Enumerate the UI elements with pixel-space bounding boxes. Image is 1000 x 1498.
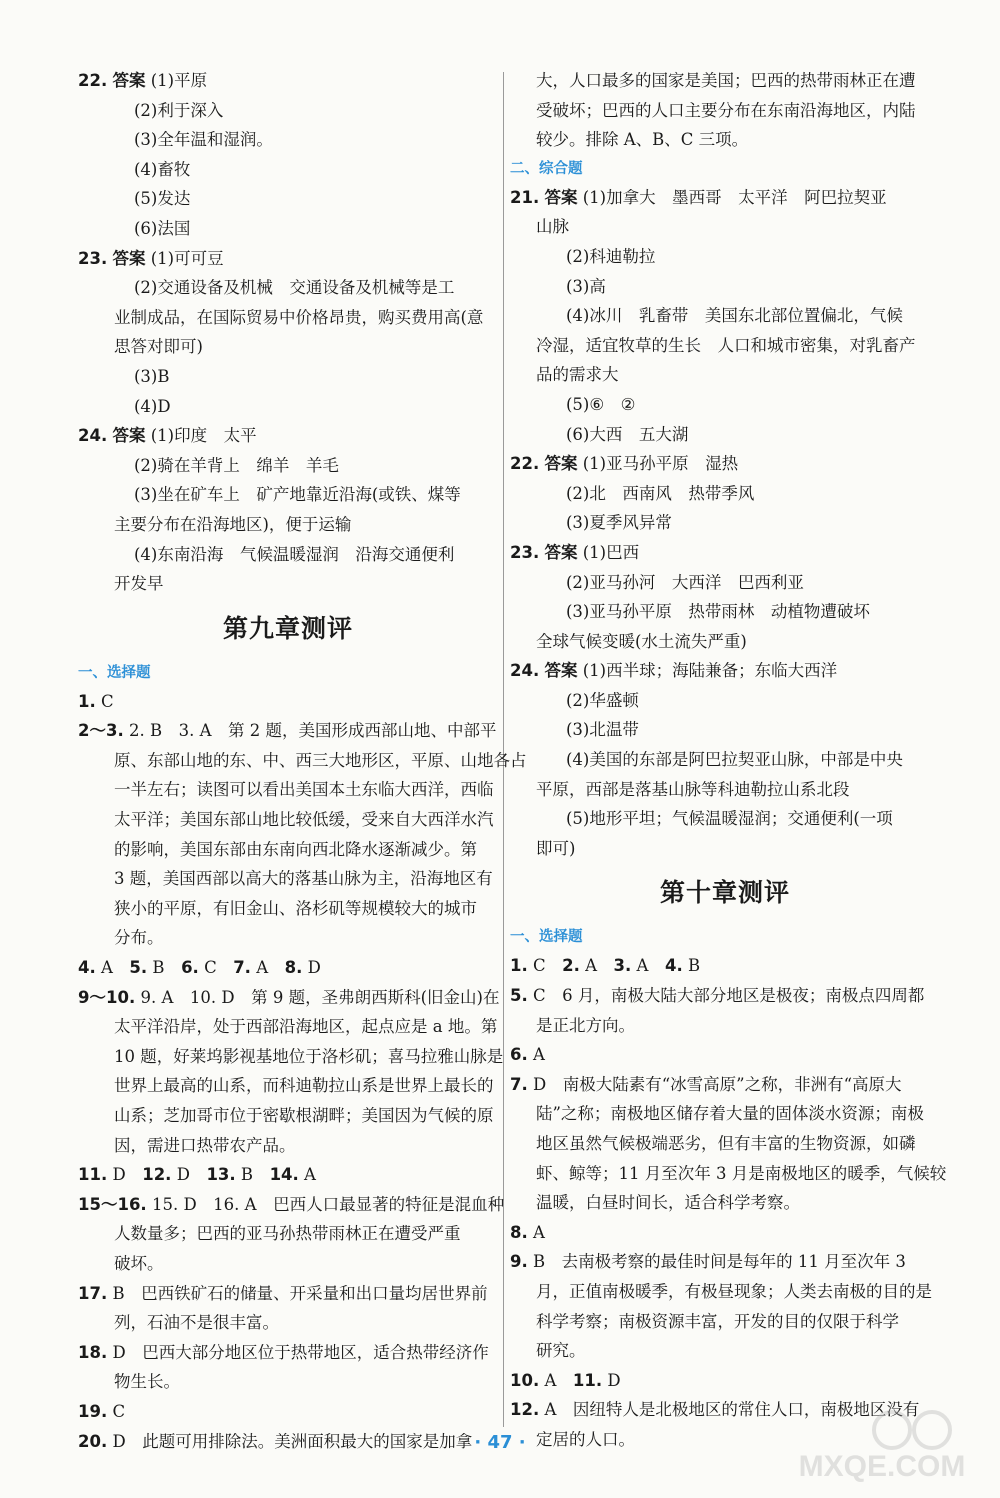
answer-text: D <box>176 1165 190 1185</box>
answer-continuation-line: (2)科迪勒拉 <box>566 246 656 266</box>
answer-continuation-line: (2)利于深入 <box>134 100 224 120</box>
answer-text: C 6 月，南极大陆大部分地区是极夜；南极点四周都 <box>533 986 925 1006</box>
answer-continuation-line: 太平洋；美国东部山地比较低缓，受来自大西洋水汽 <box>114 810 494 830</box>
answer-text: A <box>544 1370 557 1390</box>
chapter-heading: 第十章测评 <box>659 878 790 908</box>
answer-text: D 南极大陆素有“冰雪高原”之称，非洲有“高原大 <box>533 1074 902 1094</box>
section-heading: 一、选择题 <box>78 664 151 681</box>
question-number: 22. <box>510 454 540 474</box>
answer-text: B <box>687 956 701 976</box>
question-number: 13. <box>206 1165 236 1185</box>
answer-continuation-line: (3)B <box>134 366 170 386</box>
answer-continuation-line: 是正北方向。 <box>536 1015 635 1035</box>
answer-line <box>510 1040 940 1070</box>
answer-text: (1)印度 太平 <box>150 426 257 446</box>
answer-label: 答案 <box>112 426 146 446</box>
answer-continuation-line: 狭小的平原，有旧金山、洛杉矶等规模较大的城市 <box>114 898 477 918</box>
answer-line <box>78 983 498 1013</box>
question-number: 21. <box>510 187 540 207</box>
answer-text: B 去南极考察的最佳时间是每年的 11 月至次年 3 <box>533 1252 906 1272</box>
answer-text: C <box>112 1401 126 1421</box>
answer-continuation-line: 列，石油不是很丰富。 <box>114 1313 279 1333</box>
question-number: 19. <box>78 1401 108 1421</box>
answer-line <box>78 716 498 746</box>
answer-continuation-line: (4)美国的东部是阿巴拉契亚山脉，中部是中央 <box>566 750 903 770</box>
answer-line <box>510 981 940 1011</box>
page-number: · 47 · <box>474 1432 526 1453</box>
answer-text: C <box>204 958 217 978</box>
answer-continuation-line: 即可) <box>536 838 576 858</box>
answer-text: B 巴西铁矿石的储量、开采量和出口量均居世界前 <box>112 1283 488 1303</box>
answer-line <box>510 656 940 686</box>
answer-continuation-line: 世界上最高的山系，而科迪勒拉山系是世界上最长的 <box>114 1076 494 1096</box>
answer-continuation-line: 原、东部山地的东、中、西三大地形区，平原、山地各占 <box>114 750 527 770</box>
answer-text: 2. B 3. A 第 2 题，美国形成西部山地、中部平 <box>128 721 497 741</box>
question-number: 6. <box>510 1045 528 1065</box>
question-number: 11. <box>78 1165 108 1185</box>
answer-text: C <box>101 691 114 711</box>
answer-continuation-line: 山系；芝加哥市位于密歇根湖畔；美国因为气候的原 <box>114 1106 494 1125</box>
chapter-heading: 第九章测评 <box>222 613 353 643</box>
answer-text: A <box>304 1165 316 1185</box>
question-number: 7. <box>510 1074 528 1094</box>
answer-continuation-line: (2)北 西南风 热带季风 <box>566 483 755 503</box>
answer-text: 9. A 10. D 第 9 题，圣弗朗西斯科(旧金山)在 <box>140 987 500 1007</box>
question-number: 11. <box>572 1370 603 1390</box>
answer-text: D 巴西大部分地区位于热带地区，适合热带经济作 <box>112 1342 489 1362</box>
answer-continuation-line: (2)交通设备及机械 交通设备及机械等是工 <box>134 278 455 298</box>
watermark-logo <box>782 1408 982 1488</box>
answer-continuation-line: 业制成品，在国际贸易中价格昂贵，购买费用高(意 <box>114 307 484 327</box>
answer-label: 答案 <box>544 454 578 474</box>
question-number: 23. <box>78 248 108 268</box>
answer-continuation-line: 全球气候变暖(水土流失严重) <box>536 631 747 651</box>
answer-text: (1)巴西 <box>582 542 640 562</box>
question-number: 10. <box>510 1370 540 1390</box>
answer-line <box>510 1218 940 1248</box>
question-number: 8. <box>284 958 303 978</box>
answer-line <box>78 1397 498 1427</box>
answer-continuation-line: (2)骑在羊背上 绵羊 羊毛 <box>134 455 339 475</box>
question-number: 18. <box>78 1342 108 1362</box>
answer-line <box>78 244 498 274</box>
answer-line <box>510 538 940 568</box>
answer-continuation-line: (3)夏季风异常 <box>566 513 672 533</box>
question-number: 20. <box>78 1431 108 1451</box>
answer-line <box>510 1070 940 1100</box>
answer-continuation-line: 虾、鲸等；11 月至次年 3 月是南极地区的暖季，气候较 <box>536 1163 947 1183</box>
answer-line <box>510 951 940 981</box>
answer-continuation-line: 平原，西部是落基山脉等科迪勒拉山系北段 <box>536 779 850 799</box>
answer-label: 答案 <box>544 661 578 681</box>
answer-continuation-line: 月，正值南极暖季，有极昼现象；人类去南极的目的是 <box>536 1281 932 1301</box>
question-number: 4. <box>78 958 96 978</box>
answer-text: 15. D 16. A 巴西人口最显著的特征是混血种 <box>151 1194 505 1214</box>
answer-text: D <box>112 1165 126 1185</box>
answer-line <box>78 1338 498 1368</box>
answer-text: (1)亚马孙平原 湿热 <box>582 454 739 474</box>
question-number: 23. <box>510 542 540 562</box>
answer-continuation-line: (6)法国 <box>134 218 191 238</box>
answer-continuation-line: 较少。排除 A、B、C 三项。 <box>536 130 749 150</box>
answer-continuation-line: (4)东南沿海 气候温暖湿润 沿海交通便利 <box>134 544 455 564</box>
answer-label: 答案 <box>112 248 146 268</box>
answer-line <box>78 66 498 96</box>
answer-continuation-line: 陆”之称；南极地区储存着大量的固体淡水资源；南极 <box>536 1104 924 1124</box>
answer-continuation-line: 因，需进口热带农产品。 <box>114 1135 296 1155</box>
answer-text: A <box>533 1222 545 1242</box>
answer-continuation-line: (3)全年温和湿润。 <box>134 130 273 150</box>
question-number: 6. <box>181 958 199 978</box>
question-number: 17. <box>78 1283 108 1303</box>
answer-continuation-line: 温暖，白昼时间长，适合科学考察。 <box>536 1193 800 1213</box>
answer-line <box>78 1160 498 1190</box>
answer-text: A 因纽特人是北极地区的常住人口，南极地区没有 <box>544 1400 920 1420</box>
answer-text: C <box>533 956 546 976</box>
answer-continuation-line: (2)亚马孙河 大西洋 巴西利亚 <box>566 572 804 592</box>
question-number: 8. <box>510 1222 528 1242</box>
answer-text: B <box>240 1165 254 1185</box>
answer-continuation-line: 开发早 <box>114 574 164 594</box>
answer-continuation-line: 的影响，美国东部由东南向西北降水逐渐减少。第 <box>114 839 477 859</box>
answer-continuation-line: 科学考察；南极资源丰富，开发的目的仅限于科学 <box>536 1311 899 1331</box>
answer-line <box>510 1247 940 1277</box>
answer-continuation-line: (5)地形平坦；气候温暖湿润；交通便利(一项 <box>566 809 893 829</box>
answer-continuation-line: 一半左右；读图可以看出美国本土东临大西洋，西临 <box>114 780 494 800</box>
answer-label: 答案 <box>112 71 146 90</box>
answer-continuation-line: (4)冰川 乳畜带 美国东北部位置偏北，气候 <box>566 306 903 326</box>
answer-line <box>78 1190 505 1220</box>
answer-text: (1)西半球；海陆兼备；东临大西洋 <box>582 661 838 681</box>
section-heading: 一、选择题 <box>510 929 583 946</box>
answer-line <box>78 687 498 717</box>
svg-text:MXQE.COM: MXQE.COM <box>798 1450 966 1483</box>
answer-line <box>78 1279 498 1309</box>
question-number: 24. <box>510 661 540 681</box>
answer-text: (1)加拿大 墨西哥 太平洋 阿巴拉契亚 <box>582 187 887 207</box>
answer-continuation-line: 分布。 <box>114 928 164 948</box>
answer-continuation-line: 研究。 <box>536 1341 586 1361</box>
answer-continuation-line: 10 题，好莱坞影视基地位于洛杉矶；喜马拉雅山脉是 <box>114 1046 504 1066</box>
answer-text: (1)可可豆 <box>150 248 224 268</box>
question-number: 24. <box>78 426 108 446</box>
answer-continuation-line: (2)华盛顿 <box>566 690 639 710</box>
answer-continuation-line: (5)⑥ ② <box>566 394 636 414</box>
answer-text: B <box>152 958 165 978</box>
answer-continuation-line: 主要分布在沿海地区)，便于运输 <box>114 514 352 534</box>
answer-text: A <box>585 956 598 976</box>
answer-text: D <box>607 1370 621 1390</box>
answer-continuation-line: 定居的人口。 <box>536 1429 635 1449</box>
answer-text: A <box>101 958 113 978</box>
answer-line <box>510 449 940 479</box>
question-number: 9～10. <box>78 987 136 1007</box>
right-column <box>510 66 947 1455</box>
question-number: 3. <box>613 956 632 976</box>
question-number: 15～16. <box>78 1194 147 1214</box>
answer-continuation-line: 人数量多；巴西的亚马孙热带雨林正在遭受严重 <box>114 1224 461 1244</box>
answer-continuation-line: (4)畜牧 <box>134 159 191 179</box>
answer-text: A <box>533 1045 545 1065</box>
answer-continuation-line: (3)北温带 <box>566 720 639 740</box>
question-number: 12. <box>142 1165 172 1185</box>
answer-continuation-line: (3)坐在矿车上 矿产地靠近沿海(或铁、煤等 <box>134 485 461 505</box>
answer-continuation-line: 冷湿，适宜牧草的生长 人口和城市密集，对乳畜产 <box>536 335 916 355</box>
question-number: 4. <box>664 956 683 976</box>
question-number: 1. <box>510 956 528 976</box>
answer-line <box>78 953 498 983</box>
answer-label: 答案 <box>544 542 578 562</box>
answer-continuation-line: (3)亚马孙平原 热带雨林 动植物遭破坏 <box>566 602 870 622</box>
answer-continuation-line: (3)高 <box>566 276 606 296</box>
question-number: 2. <box>562 956 580 976</box>
question-number: 9. <box>510 1252 528 1272</box>
answer-continuation-line: 太平洋沿岸，处于西部沿海地区，起点应是 a 地。第 <box>114 1017 498 1037</box>
question-number: 1. <box>78 691 96 711</box>
answer-text: A <box>256 958 269 978</box>
answer-continuation-line: 思答对即可) <box>114 337 203 357</box>
answer-line <box>78 421 498 451</box>
question-number: 7. <box>233 958 251 978</box>
answer-text: (1)平原 <box>150 71 208 90</box>
question-number: 2～3. <box>78 721 124 741</box>
question-number: 22. <box>78 71 108 90</box>
answer-continuation-line: 品的需求大 <box>536 365 619 385</box>
answer-label: 答案 <box>544 187 578 207</box>
answer-continuation-line: 大，人口最多的国家是美国；巴西的热带雨林正在遭 <box>536 71 916 90</box>
question-number: 14. <box>269 1165 299 1185</box>
answer-continuation-line: 物生长。 <box>114 1372 180 1392</box>
answer-line <box>510 1366 940 1396</box>
answer-continuation-line: 受破坏；巴西的人口主要分布在东南沿海地区，内陆 <box>536 100 916 120</box>
answer-continuation-line: (4)D <box>134 396 171 416</box>
answer-continuation-line: 山脉 <box>536 217 569 237</box>
answer-line <box>510 183 940 213</box>
section-heading: 二、综合题 <box>510 160 583 177</box>
answer-continuation-line: (5)发达 <box>134 189 191 209</box>
question-number: 5. <box>510 986 528 1006</box>
answer-continuation-line: (6)大西 五大湖 <box>566 424 689 444</box>
question-number: 12. <box>510 1400 540 1420</box>
answer-text: A <box>636 956 649 976</box>
answer-continuation-line: 3 题，美国西部以高大的落基山脉为主，沿海地区有 <box>114 869 493 889</box>
answer-continuation-line: 地区虽然气候极端恶劣，但有丰富的生物资源，如磷 <box>536 1134 916 1153</box>
answer-text: D <box>307 958 321 978</box>
answer-continuation-line: 破坏。 <box>114 1253 164 1273</box>
question-number: 5. <box>129 958 148 978</box>
answer-text: D 此题可用排除法。美洲面积最大的国家是加拿 <box>112 1431 473 1451</box>
